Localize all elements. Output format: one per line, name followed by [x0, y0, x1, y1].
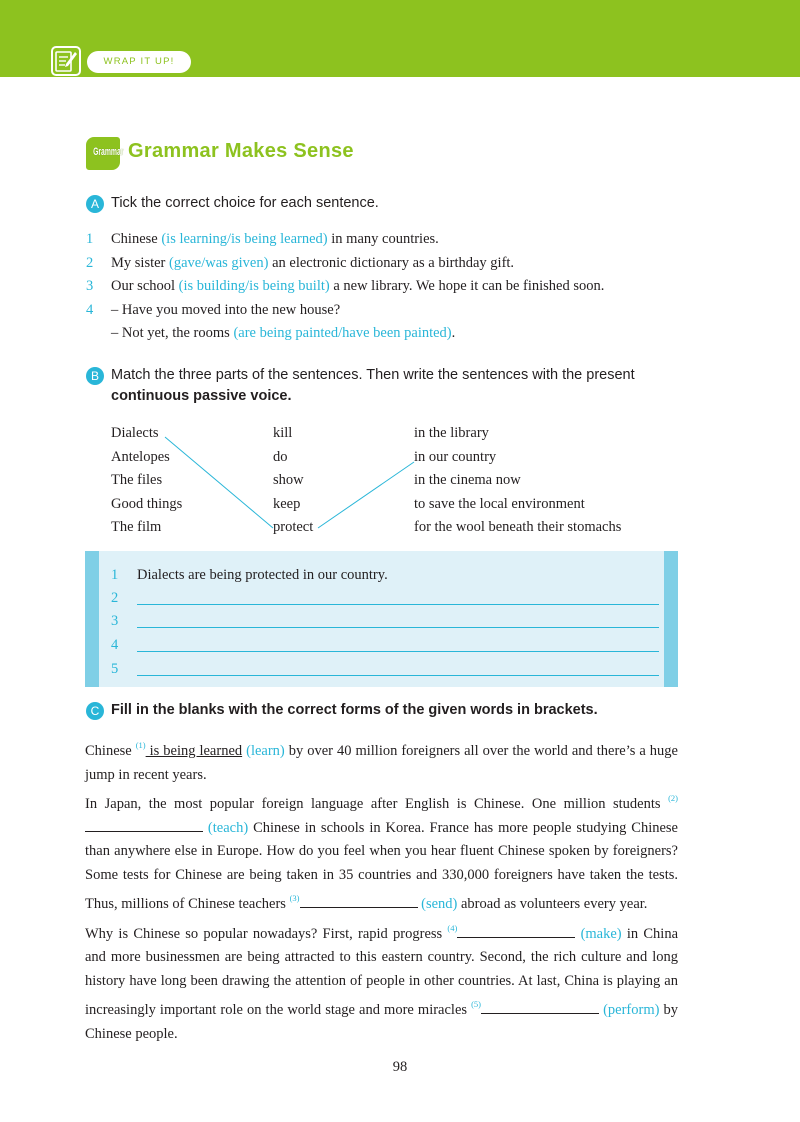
match-item[interactable]: The files	[111, 472, 163, 488]
list-item: – Not yet, the rooms (are being painted/have been painted).	[111, 325, 456, 341]
section-b-marker: B	[86, 367, 104, 385]
section-c-marker: C	[86, 702, 104, 720]
filled-answer: is being learned	[145, 743, 243, 759]
choice[interactable]: (is building/is being built)	[178, 278, 330, 294]
match-item[interactable]: The film	[111, 519, 162, 535]
match-item[interactable]: kill	[273, 425, 293, 441]
page-title: Grammar Makes Sense	[128, 140, 354, 162]
blank-5[interactable]	[481, 1001, 599, 1014]
item-number: 3	[86, 278, 94, 294]
item-number: 1	[86, 231, 94, 247]
paragraph: Chinese $^{(1)}$ is being learned (learn) by over 40 million foreigners all over the world and there’s a huge jump in recent years.	[85, 740, 678, 783]
match-item[interactable]: keep	[273, 495, 301, 512]
match-item[interactable]: Good things	[111, 495, 183, 512]
paragraph: Why is Chinese so popular nowadays? First, rapid progress $^{(4)}$ (make) in China and more businessmen are being attracted to this eastern country. Second, the rich culture and long history have long been drawing the attention of people in other countries. At last, China is playing an increasingly important role on the world stage and more miracles $^{(5)}$ (perform) by Chinese people.	[85, 922, 679, 1042]
choice[interactable]: (are being painted/have been painted)	[233, 325, 452, 341]
match-item[interactable]: for the wool beneath their stomachs	[414, 519, 622, 535]
item-number: 2	[86, 255, 94, 271]
choice[interactable]: (is learning/is being learned)	[161, 231, 328, 247]
match-item[interactable]: show	[273, 472, 304, 488]
grammar-badge-label: Grammar	[93, 146, 124, 158]
match-item[interactable]: to save the local environment	[414, 495, 585, 512]
match-line	[318, 462, 414, 528]
match-item[interactable]: Antelopes	[111, 448, 170, 465]
list-item: Chinese (is learning/is being learned) in many countries.	[111, 231, 439, 247]
section-a-marker: A	[86, 195, 104, 213]
answer-box-left-bar	[85, 551, 99, 687]
blank-3[interactable]	[300, 895, 418, 908]
match-item[interactable]: Dialects	[111, 425, 159, 441]
list-item: My sister (gave/was given) an electronic dictionary as a birthday gift.	[111, 255, 515, 271]
choice[interactable]: (gave/was given)	[169, 255, 269, 271]
paragraph: In Japan, the most popular foreign language after English is Chinese. One million students $^{(2)}$ (teach) Chinese in schools in Korea. France has more people studying Chinese than anywhere else in Europe. How do you feel when you hear fluent Chinese spoken by foreigners? Some tests for Chinese are being taken in 35 countries and 330,000 foreigners have taken the tests. Thus, millions of Chinese teachers $^{(3)}$ (send) abroad as volunteers every year.	[85, 793, 678, 912]
item-number: 4	[86, 302, 94, 318]
section-badge: WRAP IT UP!	[87, 51, 191, 73]
section-c-instruction: Fill in the blanks with the correct forms of the given words in brackets.	[111, 702, 598, 718]
answer-input-line[interactable]	[137, 651, 659, 652]
match-item[interactable]: in the cinema now	[414, 472, 521, 488]
answer-input-line[interactable]	[137, 604, 659, 605]
section-b-instruction-line1: Match the three parts of the sentences. Then write the sentences with the present	[111, 367, 635, 383]
match-line	[165, 437, 273, 528]
section-a-instruction: Tick the correct choice for each sentence.	[111, 195, 379, 211]
match-item[interactable]: in the library	[414, 425, 489, 441]
match-item[interactable]: do	[273, 448, 288, 465]
page-number: 98	[392, 1059, 408, 1075]
section-b-instruction-line2: continuous passive voice.	[111, 388, 292, 404]
match-item[interactable]: protect	[273, 519, 314, 535]
answer-input-line[interactable]	[137, 627, 659, 628]
blank-2[interactable]	[85, 819, 203, 832]
answer-box: 1 Dialects are being protected in our country. 2 3 4 5	[85, 551, 678, 687]
list-item: Our school (is building/is being built) a new library. We hope it can be finished soon.	[111, 278, 605, 294]
answer-box-right-bar	[664, 551, 678, 687]
answer-input-line[interactable]	[137, 675, 659, 676]
blank-4[interactable]	[457, 925, 575, 938]
answer-text: Dialects are being protected in our country.	[137, 567, 388, 583]
passage	[85, 734, 678, 1046]
match-item[interactable]: in our country	[414, 448, 497, 465]
list-item: – Have you moved into the new house?	[111, 302, 341, 318]
